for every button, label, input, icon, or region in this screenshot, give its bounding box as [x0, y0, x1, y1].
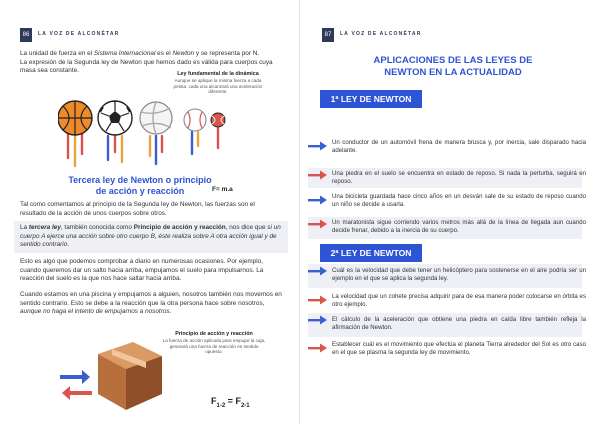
- formula-action-reaction: $F_{1-2} = F_{2-1}$: [211, 396, 250, 409]
- figure-caption-action-reaction: [162, 332, 266, 355]
- paragraph-third-law: La tercera ley, también conocida como Principio de acción y reacción, nos dice que si un cuerpo A ejerce una acción sobre otro cuerpo B, éste realiza sobre A otra acción igual y de sentido contrario.: [20, 224, 281, 249]
- arrow-right-icon: [308, 315, 328, 325]
- arrow-right-icon: [308, 343, 328, 353]
- volleyball-icon: [140, 102, 172, 134]
- page-number: 87: [322, 28, 334, 42]
- arrow-right-icon: [308, 219, 328, 229]
- arrow-right-icon: [308, 295, 328, 305]
- list-item: La velocidad que un cohete precisa adquirir para de esa manera poder colocarse en órbita es otro ejemplo.: [308, 293, 582, 317]
- first-law-badge: 1ª LEY DE NEWTON: [320, 90, 422, 108]
- list-item: Establecer cuál es el movimiento que efectúa el planeta Tierra alrededor del Sol es otro caso en el que se plasma la segunda ley de movimiento.: [308, 341, 582, 365]
- reaction-arrow-icon: [62, 386, 92, 400]
- arrow-right-icon: [308, 195, 328, 205]
- running-header: LA VOZ DE ALCONÉTAR: [340, 31, 422, 37]
- third-law-title: Tercera ley de Newton o principio de acción y reacción: [68, 175, 212, 196]
- applications-title: APLICACIONES DE LAS LEYES DE NEWTON EN LA ACTUALIDAD: [373, 55, 533, 78]
- list-item: Una piedra en el suelo se encuentra en estado de reposo. Si nada la perturba, seguirá en reposo.: [308, 168, 582, 188]
- figure-title: Principio de acción y reacción: [175, 331, 253, 337]
- box-icon: [98, 342, 162, 410]
- figure-caption-text: La fuerza de acción aplicada para empujar la caja, generará una fuerza de reacción en sentido opuesto.: [162, 337, 266, 355]
- arrow-right-icon: [308, 170, 328, 180]
- push-arrow-icon: [60, 370, 90, 384]
- right-page: [300, 0, 600, 424]
- soccer-ball-icon: [98, 101, 132, 135]
- formula-f-ma: F= m.a: [212, 186, 233, 193]
- running-header: LA VOZ DE ALCONÉTAR: [38, 31, 120, 37]
- paragraph-forces: Tal como comentamos al principio de la Segunda ley de Newton, las fuerzas son el resultado de la acción de unos cuerpos sobre otros.: [20, 201, 255, 217]
- baseball-icon: [184, 109, 206, 131]
- list-item: Una bicicleta guardada hace cinco años en un desván sale de su estado de reposo cuando un niño se decide a usarla.: [308, 193, 582, 217]
- list-item: Cuál es la velocidad que debe tener un helicóptero para sostenerse en el aire podría ser un ejemplo en el que se aplica la segunda ley.: [308, 264, 582, 288]
- basketball-icon: [58, 101, 92, 135]
- intro-paragraph: La unidad de fuerza en el Sistema Internacional es el Newton y se representa por N. La expresión de la Segunda ley de Newton que hemos dado es válida para cuerpos cuya masa sea constante.: [20, 50, 273, 75]
- list-item: El cálculo de la aceleración que obtiene una piedra en caída libre también refleja la afirmación de Newton.: [308, 313, 582, 337]
- figure-caption-text: Aunque se aplique la misma fuerza a cada pelota, cada una alcanzará una aceleración diferente.: [173, 77, 263, 95]
- tennis-ball-icon: [211, 113, 225, 127]
- list-item: Un conductor de un automóvil frena de manera brusca y, por inercia, sale disparado hacia adelante.: [308, 139, 582, 163]
- paragraph-jump-example: Esto es algo que podemos comprobar a diario en numerosas ocasiones. Por ejemplo, cuando queremos dar un salto hacia arriba, empujamos el suelo para impulsarnos. La reacción del suelo es la que nos hace saltar hacia arriba.: [20, 258, 264, 283]
- box-illustration: [58, 332, 168, 418]
- arrow-right-icon: [308, 266, 328, 276]
- figure-title: Ley fundamental de la dinámica: [177, 71, 259, 77]
- balls-illustration: [58, 96, 228, 168]
- list-item: Un maratonista sigue corriendo varios metros más allá de la línea de llegada aun cuando decide frenar, debido a la inercia de su cuerpo.: [308, 217, 582, 239]
- paragraph-pool-example: Cuando estamos en una piscina y empujamos a alguien, nosotros también nos movemos en sentido contrario. Esto se debe a la reacción que la otra persona hace sobre nosotros, aunque no haga el intento de empujarnos a nosotros.: [20, 291, 282, 316]
- second-law-badge: 2ª LEY DE NEWTON: [320, 244, 422, 262]
- arrow-right-icon: [308, 141, 328, 151]
- page-number: 86: [20, 28, 32, 42]
- figure-caption-dynamics: [170, 72, 266, 95]
